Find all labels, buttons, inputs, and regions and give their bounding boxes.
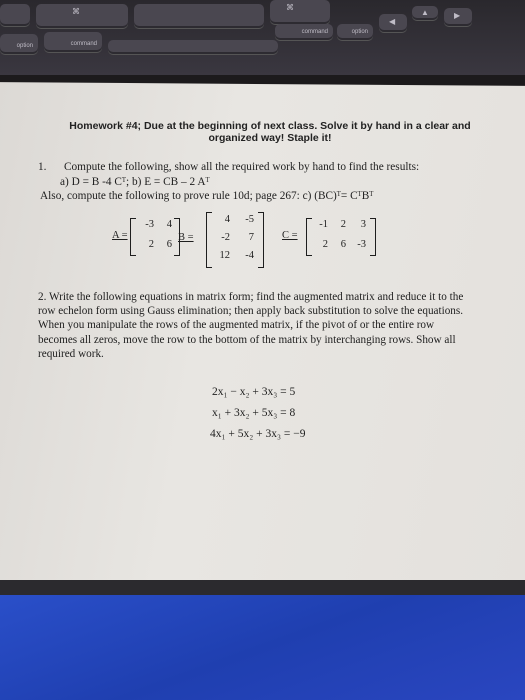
key-option-right [337, 24, 373, 40]
matrix-b-cell: -4 [245, 250, 254, 261]
key-arrow-up [412, 6, 438, 20]
matrix-c-label: C = [282, 230, 298, 241]
key-command-left-label: command [70, 41, 97, 47]
key-command-right-label: command [301, 29, 328, 35]
key-spacebar [108, 40, 278, 54]
matrix-b-cell: 12 [219, 250, 230, 261]
q1-line-3: Also, compute the following to prove rule 10d; page 267: c) (BC)ᵀ= CᵀBᵀ [40, 190, 374, 202]
key-left-edge [0, 4, 30, 26]
key-arrow-right [444, 8, 472, 26]
matrix-b-cell: -5 [245, 214, 254, 225]
matrix-c-cell: 2 [322, 239, 328, 250]
arrow-right-icon: ▶ [454, 11, 461, 20]
homework-title [60, 120, 480, 144]
q1-line-2: a) D = B -4 Cᵀ; b) E = CB – 2 Aᵀ [60, 176, 210, 188]
title-line-1: Homework #4; Due at the beginning of next class. Solve it by hand in a clear and [69, 120, 471, 132]
matrix-a-cell: -3 [145, 219, 154, 230]
matrix-c-cell: -3 [357, 239, 366, 250]
matrix-c [282, 216, 382, 260]
matrix-c-right-bracket [370, 218, 376, 256]
laptop-keyboard [0, 0, 525, 75]
matrix-a-cell: 6 [166, 239, 172, 250]
key-command-symbol [36, 4, 128, 28]
matrix-c-cell: 3 [360, 219, 366, 230]
key-option-right-label: option [351, 29, 368, 35]
equation-2: x₁ + 3x₂ + 5x₃ = 8 [212, 407, 296, 419]
arrow-up-icon: ▲ [421, 8, 429, 17]
matrix-b [178, 212, 270, 268]
key-cmd-symbol2-label: ⌘ [286, 3, 294, 12]
matrix-c-cell: -1 [319, 219, 328, 230]
matrix-c-cell: 2 [340, 219, 346, 230]
blue-blanket [0, 595, 525, 700]
matrix-b-cell: 4 [224, 214, 230, 225]
key-command-left [44, 32, 102, 52]
equation-3: 4x₁ + 5x₂ + 3x₃ = −9 [210, 428, 306, 440]
q1-line-1: Compute the following, show all the required work by hand to find the results: [64, 161, 420, 173]
arrow-left-icon: ◀ [389, 17, 396, 26]
matrix-b-cell: -2 [221, 232, 230, 243]
q1-number: 1. [38, 161, 47, 173]
matrix-a-label: A = [112, 230, 128, 241]
key-cmd-symbol-label: ⌘ [72, 7, 80, 16]
key-arrow-left [379, 14, 407, 32]
matrix-b-right-bracket [258, 212, 264, 268]
key-option-left [0, 34, 38, 54]
key-option-left-label: option [16, 43, 33, 49]
key-command-right [275, 24, 333, 40]
matrix-a-cell: 4 [166, 219, 172, 230]
key-command-symbol-2 [270, 0, 330, 24]
key-space [134, 4, 264, 28]
q2-text: 2. Write the following equations in matrix form; find the augmented matrix and reduce it to the row echelon form using Gauss elimination; then apply back substitution to solve the equations. When you manipulate the rows of the augmented matrix, if the pivot of or the entire row becomes all zeros, move the row to the bottom of the matrix by interchanging rows. Show all required work. [38, 291, 464, 360]
matrix-b-cell: 7 [248, 232, 254, 243]
equation-1: 2x₁ − x₂ + 3x₃ = 5 [212, 386, 296, 398]
matrix-c-cell: 6 [340, 239, 346, 250]
matrix-a-cell: 2 [148, 239, 154, 250]
matrix-b-label: B = [178, 232, 194, 243]
title-line-2: organized way! Staple it! [208, 132, 332, 144]
